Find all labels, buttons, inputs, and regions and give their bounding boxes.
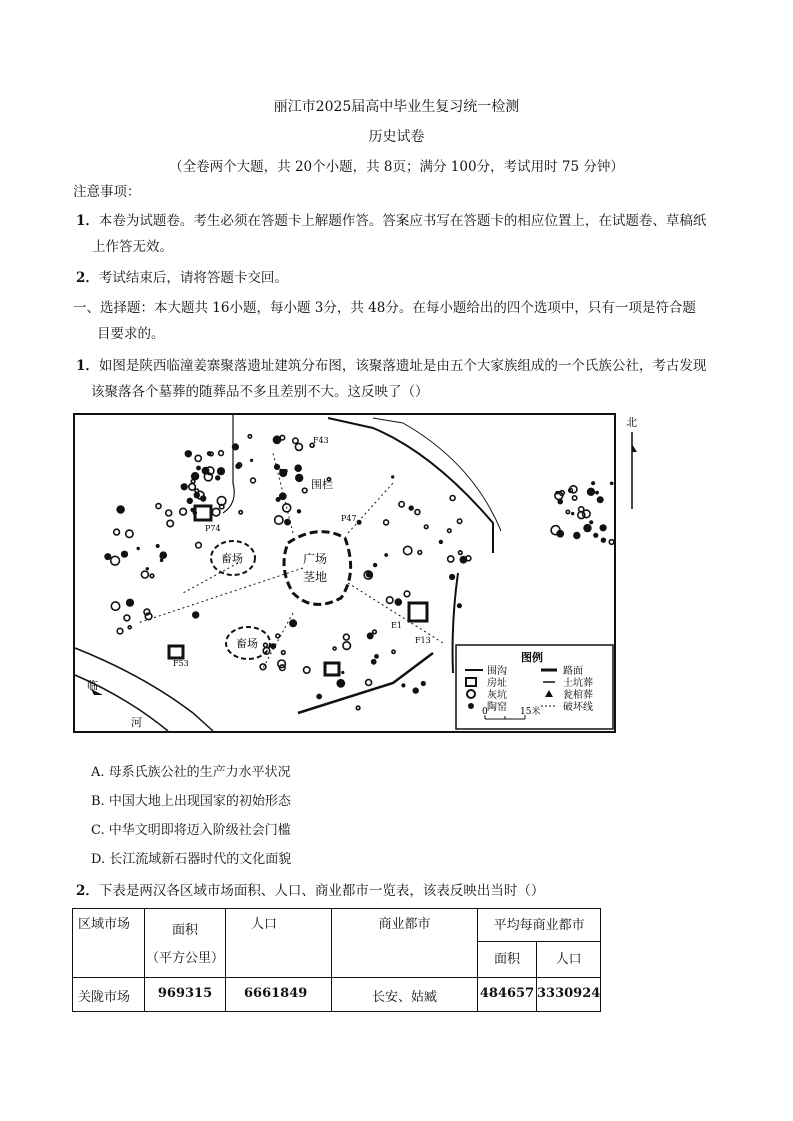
- house-pit-mark: [587, 488, 595, 496]
- notice-item-1: [76, 212, 706, 230]
- table-header-average-population: 人口: [537, 942, 601, 978]
- house-pit-mark: [181, 483, 188, 490]
- house-pit-mark: [116, 505, 125, 514]
- house-pit-mark: [593, 533, 598, 538]
- notice-heading: 注意事项：: [73, 184, 141, 200]
- house-tag: F53: [173, 659, 189, 668]
- house-pit-mark: [160, 559, 164, 563]
- table-header-area-label: 面积: [171, 923, 198, 938]
- legend-item: 破坏线: [563, 702, 593, 713]
- notice-item-2-num: 2．: [76, 270, 99, 286]
- house-pit-mark: [395, 598, 403, 606]
- table-header-average: 平均每商业都市: [478, 909, 601, 942]
- house-pit-mark: [200, 495, 206, 501]
- house-pit-mark: [457, 603, 462, 608]
- option-b[interactable]: B. 中国大地上出现国家的初始形态: [91, 794, 291, 809]
- house-pit-mark: [192, 611, 199, 618]
- legend-title: 图例: [521, 651, 543, 664]
- house-pit-mark: [449, 574, 455, 580]
- house-pit-mark: [194, 492, 200, 498]
- house-pit-mark: [336, 679, 345, 688]
- house-pit-mark: [126, 599, 134, 607]
- notice-item-2-text: 考试结束后，请将答题卡交回。: [98, 270, 288, 286]
- table-header-area-unit: （平方公里）: [145, 951, 224, 966]
- house-pit-mark: [439, 540, 443, 544]
- house-pit-mark: [401, 683, 405, 687]
- house-pit-mark: [571, 512, 574, 515]
- exam-info: （全卷两个大题，共 20个小题，共 8页；满分 100分，考试用时 75 分钟）: [169, 159, 624, 175]
- house-pit-mark: [196, 466, 201, 471]
- table-header-region: 区域市场: [73, 909, 145, 978]
- house-pit-mark: [294, 464, 302, 472]
- house-pit-mark: [409, 505, 414, 510]
- house-pit-mark: [589, 520, 593, 524]
- house-pit-mark: [591, 481, 595, 485]
- legend-item: 路面: [563, 666, 583, 677]
- house-pit-mark: [270, 643, 276, 649]
- house-tag: P47: [341, 514, 357, 523]
- question-1-line2: 该聚落各个墓葬的随葬品不多且差别不大。这反映了（）: [91, 384, 429, 400]
- notice-item-2: [76, 269, 288, 287]
- settlement-map: [73, 413, 616, 733]
- house-pit-mark: [391, 475, 394, 478]
- house-pit-mark: [289, 619, 297, 627]
- house-pit-mark: [373, 563, 377, 567]
- section-1-line2: 目要求的。: [97, 326, 165, 342]
- option-d[interactable]: D. 长江流域新石器时代的文化面貌: [91, 852, 292, 867]
- table-header-cities: 商业都市: [332, 909, 478, 978]
- market-table: [72, 908, 601, 1012]
- house-pit-mark: [104, 553, 111, 560]
- house-pit-mark: [156, 544, 160, 548]
- house-pit-mark: [597, 496, 604, 503]
- option-c[interactable]: C. 中华文明即将迈入阶级社会门槛: [91, 823, 291, 838]
- map-label-plaza-2: 茎地: [303, 570, 328, 584]
- house-pit-mark: [160, 551, 168, 559]
- exam-title: 丽江市2025届高中毕业生复习统一检测: [273, 99, 520, 115]
- house-pit-mark: [232, 443, 239, 450]
- house-pit-mark: [297, 509, 301, 513]
- house-pit-mark: [601, 538, 606, 543]
- question-1: [76, 357, 706, 375]
- table-cell-area: 969315: [145, 978, 226, 1012]
- house-pit-mark: [341, 671, 344, 674]
- map-label-pen-2: 畜场: [236, 637, 258, 650]
- house-pit-mark: [279, 469, 287, 477]
- house-pit-mark: [137, 547, 140, 550]
- map-label-pen-1: 畜场: [221, 552, 243, 565]
- house-pit-mark: [421, 681, 426, 686]
- house-pit-mark: [595, 491, 599, 495]
- legend-scale-value: 15米: [520, 707, 541, 717]
- house-pit-mark: [556, 530, 564, 538]
- house-pit-mark: [583, 524, 591, 532]
- notice-item-1-num: 1．: [76, 213, 99, 229]
- table-cell-average-area: 484657: [478, 978, 537, 1012]
- map-label-river-2: 河: [131, 716, 142, 729]
- table-header-average-area: 面积: [478, 942, 537, 978]
- question-2-num: 2．: [76, 883, 99, 899]
- legend-item: 灰坑: [487, 690, 507, 701]
- question-2-text: 下表是两汉各区域市场面积、人口、商业都市一览表，该表反映出当时（）: [98, 883, 545, 899]
- house-tag: F13: [415, 636, 431, 645]
- map-label-plaza-1: 广场: [303, 552, 328, 566]
- house-pit-mark: [273, 435, 282, 444]
- house-pit-mark: [371, 659, 377, 665]
- house-pit-mark: [274, 464, 280, 470]
- house-pit-mark: [121, 551, 128, 558]
- question-2: [76, 882, 544, 900]
- house-pit-mark: [202, 467, 210, 475]
- house-pit-mark: [357, 520, 362, 525]
- house-pit-mark: [374, 654, 379, 659]
- house-pit-mark: [316, 694, 322, 700]
- table-cell-region: 关陇市场: [73, 978, 145, 1012]
- house-pit-mark: [284, 519, 291, 526]
- north-arrow-head: [632, 444, 637, 452]
- table-header-area: [145, 909, 226, 978]
- house-pit-mark: [573, 532, 580, 539]
- house-pit-mark: [413, 687, 419, 693]
- house-pit-mark: [250, 459, 253, 462]
- north-arrow-icon: [620, 414, 650, 514]
- house-pit-mark: [215, 475, 220, 480]
- house-pit-mark: [384, 553, 388, 557]
- legend-symbol-kiln: [468, 703, 474, 709]
- house-pit-mark: [146, 567, 149, 570]
- table-cell-population: 6661849: [226, 978, 332, 1012]
- house-pit-mark: [600, 524, 607, 531]
- question-1-line1: 如图是陕西临潼姜寨聚落遗址建筑分布图，该聚落遗址是由五个大家族组成的一个氏族公社，考古发现: [98, 358, 707, 374]
- option-a[interactable]: A. 母系氏族公社的生产力水平状况: [91, 765, 291, 780]
- north-label: 北: [626, 416, 637, 429]
- house-pit-mark: [367, 632, 374, 639]
- house-tag: F43: [313, 436, 329, 445]
- house-pit-mark: [557, 499, 563, 505]
- house-tag: P74: [205, 524, 221, 533]
- map-label-river-1: 临: [87, 679, 98, 692]
- house-pit-mark: [235, 463, 241, 469]
- legend-scale-zero: 0: [482, 707, 488, 717]
- notice-item-1-line2: 上作答无效。: [92, 239, 173, 255]
- table-cell-average-population: 3330924: [537, 978, 601, 1012]
- house-pit-mark: [610, 482, 614, 486]
- exam-subject: 历史试卷: [368, 129, 425, 145]
- house-pit-mark: [187, 498, 193, 504]
- map-label-fence: 围栏: [311, 478, 333, 491]
- house-pit-mark: [185, 450, 192, 457]
- house-pit-mark: [366, 571, 373, 578]
- house-pit-mark: [217, 467, 225, 475]
- legend-item: 房址: [487, 678, 507, 689]
- legend-item: 陶窑: [487, 702, 507, 713]
- table-cell-cities: 长安、姑臧: [332, 978, 478, 1012]
- question-1-num: 1．: [76, 358, 99, 374]
- section-1-line1: 一、选择题：本大题共 16小题，每小题 3分，共 48分。在每小题给出的四个选项中，只有一项是符合题: [73, 300, 696, 316]
- house-pit-mark: [279, 492, 287, 500]
- table-header-population: 人口: [226, 909, 332, 978]
- legend-item: 瓮棺葬: [563, 690, 593, 701]
- legend-item: 围沟: [487, 666, 507, 677]
- house-pit-mark: [295, 474, 303, 482]
- notice-item-1-line1: 本卷为试题卷。考生必须在答题卡上解题作答。答案应书写在答题卡的相应位置上，在试题卷、草稿纸: [98, 213, 707, 229]
- house-tag: E1: [391, 621, 402, 630]
- legend-item: 土坑葬: [563, 678, 593, 689]
